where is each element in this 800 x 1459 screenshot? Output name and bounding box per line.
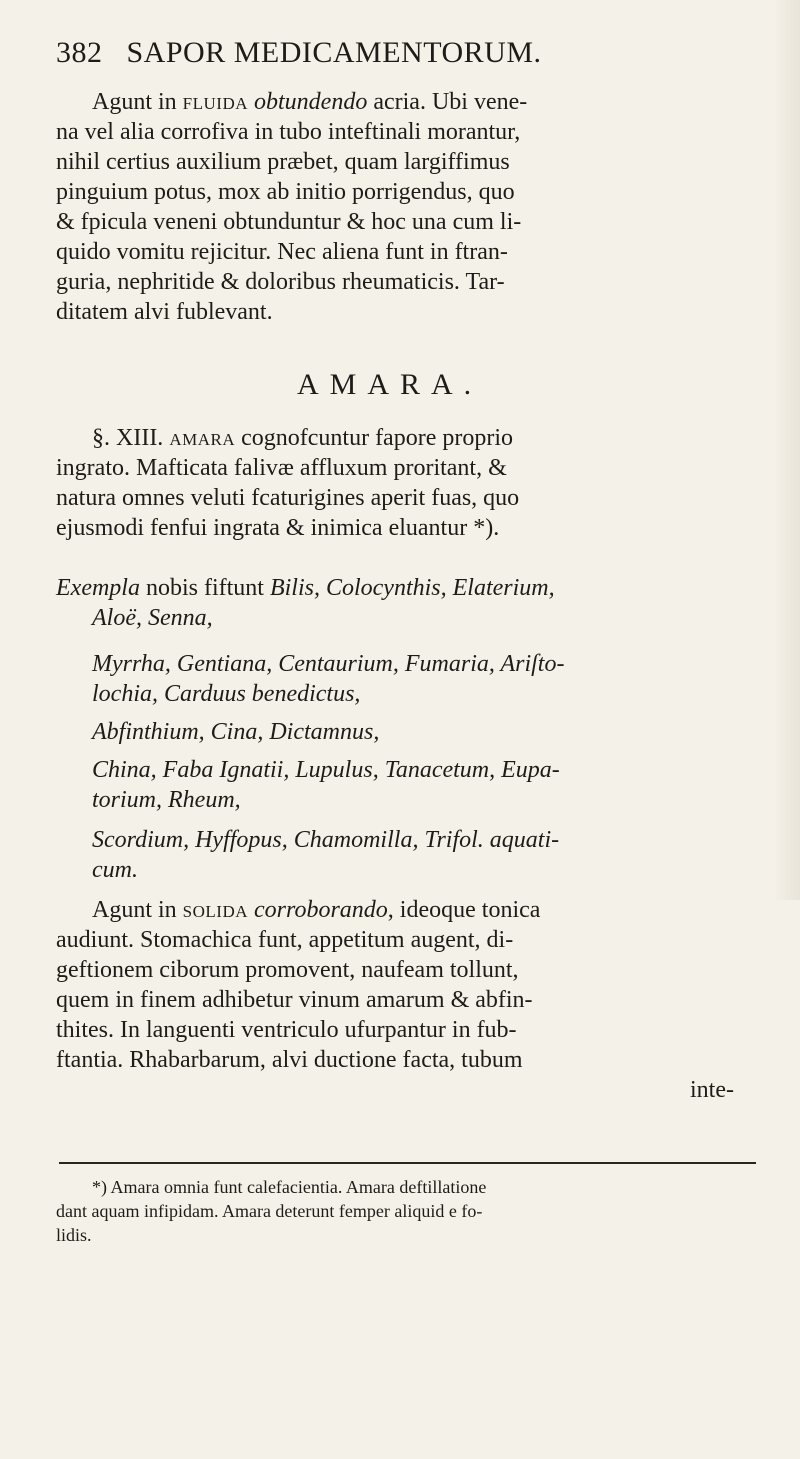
examples-line9: cum. [92, 857, 138, 883]
examples-line3: Myrrha, Gentiana, Centaurium, Fumaria, Ariſto- [92, 651, 565, 677]
footnote-line1: *) Amara omnia funt calefacientia. Amara deftillatione [92, 1177, 487, 1197]
para1-line3: nihil certius auxilium præbet, quam largiffimus [56, 149, 510, 175]
footnote-rule [59, 1162, 756, 1164]
footnote-line3: lidis. [56, 1225, 92, 1245]
para2-line2: ingrato. Mafticata falivæ affluxum proritant, & [56, 455, 507, 481]
footnote-line2: dant aquam infipidam. Amara deterunt femper aliquid e fo- [56, 1201, 483, 1221]
para1-line5: & fpicula veneni obtunduntur & hoc una cum li- [56, 209, 522, 235]
para3-line4: quem in finem adhibetur vinum amarum & abfin- [56, 987, 533, 1013]
para3-line2: audiunt. Stomachica funt, appetitum augent, di- [56, 927, 514, 953]
para1-line7: guria, nephritide & doloribus rheumaticis. Tar- [56, 269, 505, 295]
para3-line1: Agunt in solida corroborando, ideoque tonica [92, 897, 541, 923]
running-title: SAPOR MEDICAMENTORUM. [126, 36, 542, 69]
para3-line3: geftionem ciborum promovent, naufeam tollunt, [56, 957, 519, 983]
para3-line5: thites. In languenti ventriculo ufurpantur in fub- [56, 1017, 517, 1043]
examples-line8: Scordium, Hyffopus, Chamomilla, Trifol. aquati- [92, 827, 560, 853]
examples-line4: lochia, Carduus benedictus, [92, 681, 361, 707]
page-edge-shadow [774, 0, 800, 900]
section-title: AMARA. [297, 368, 483, 401]
examples-line6: China, Faba Ignatii, Lupulus, Tanacetum, Eupa- [92, 757, 560, 783]
para1-line8: ditatem alvi fublevant. [56, 299, 273, 325]
examples-line7: torium, Rheum, [92, 787, 241, 813]
para1-line1: Agunt in fluida obtundendo acria. Ubi vene- [92, 89, 528, 115]
examples-line2: Aloë, Senna, [92, 605, 213, 631]
catchword: inte- [690, 1077, 734, 1103]
examples-line5: Abfinthium, Cina, Dictamnus, [92, 719, 380, 745]
para2-line4: ejusmodi fenfui ingrata & inimica eluantur *). [56, 515, 500, 541]
para2-line3: natura omnes veluti fcaturigines aperit fuas, quo [56, 485, 520, 511]
page-header [56, 36, 542, 70]
page-number: 382 [56, 36, 103, 69]
para3-line6: ftantia. Rhabarbarum, alvi ductione facta, tubum [56, 1047, 523, 1073]
para1-line4: pinguium potus, mox ab initio porrigendus, quo [56, 179, 515, 205]
para1-line6: quido vomitu rejicitur. Nec aliena funt in ftran- [56, 239, 508, 265]
para2-line1: §. XIII. amara cognofcuntur fapore proprio [92, 425, 514, 451]
examples-line1: Exempla nobis fiftunt Bilis, Colocynthis, Elaterium, [56, 575, 555, 601]
para1-line2: na vel alia corrofiva in tubo inteftinali morantur, [56, 119, 521, 145]
